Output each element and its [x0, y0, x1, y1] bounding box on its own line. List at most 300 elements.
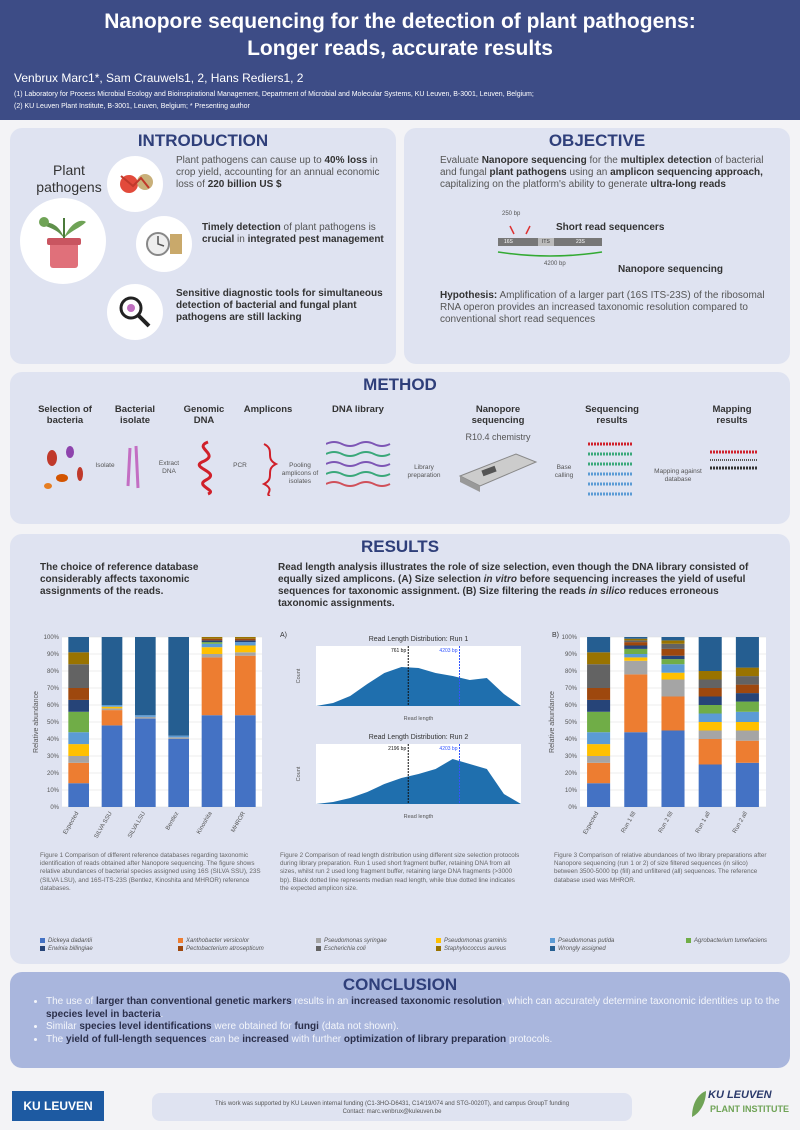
bar-segment: [235, 652, 256, 655]
category-label: MHROR: [230, 811, 248, 834]
bar-segment: [202, 642, 223, 644]
legend-item: [686, 938, 767, 944]
bar-segment: [736, 731, 759, 741]
rh-a: Read length analysis illustrates the role of size selection, even though the DNA library consisted of equally sized amplicons. (A) Size selection: [278, 562, 749, 585]
bar-segment: [661, 659, 684, 664]
intro-item1-c: in crop yield, accounting for an annual economic loss of: [176, 155, 380, 190]
bar-segment: [587, 744, 610, 756]
bar-segment: [168, 736, 189, 738]
chart-title: Read Length Distribution: Run 2: [368, 734, 469, 741]
bar-segment: [235, 640, 256, 642]
dna-library-icon: [326, 438, 396, 496]
legend-label: Pectobacterium atrosepticum: [186, 946, 264, 953]
legend-swatch: [686, 938, 691, 943]
funding-box: [152, 1093, 632, 1121]
legend-swatch: [436, 938, 441, 943]
bar-segment: [624, 674, 647, 732]
obj-d: multiplex detection: [620, 155, 712, 166]
bar-segment: [68, 756, 89, 763]
expected-label: 4203 bp: [439, 648, 458, 654]
bar-segment: [168, 637, 189, 736]
sub-library-prep: Library preparation: [407, 464, 441, 479]
obj-g: using an: [569, 167, 608, 178]
title-line-1: Nanopore sequencing for the detection of plant pathogens:: [104, 10, 696, 33]
legend-item: [550, 946, 606, 952]
rh-e: reduces erroneous taxonomic assignments.: [278, 586, 719, 609]
category-label: Kinoshita: [196, 811, 214, 836]
bar-segment: [587, 700, 610, 712]
obj-b: Nanopore sequencing: [481, 155, 587, 166]
bar-segment: [235, 656, 256, 716]
hyp-label: Hypothesis:: [440, 290, 498, 301]
category-label: SILVA SSU: [93, 811, 114, 840]
intro-item-2: [202, 222, 384, 246]
bar-segment: [587, 763, 610, 783]
affiliation-2: (2) KU Leuven Plant Institute, B-3001, Leuven, Belgium; * Presenting author: [14, 103, 250, 110]
y-tick-label: 30%: [564, 754, 577, 760]
category-label: Bentlez: [165, 811, 181, 832]
leaf-logo-icon: [688, 1089, 708, 1119]
legend-label: Dickeya dadantii: [48, 938, 93, 945]
y-tick-label: 20%: [564, 771, 577, 777]
c1b: larger than conventional genetic markers: [96, 996, 292, 1007]
bar-segment: [624, 646, 647, 649]
fig3-label-b: B): [552, 632, 559, 639]
bar-segment: [736, 702, 759, 712]
intro-item1-a: Plant pathogens can cause up to: [176, 155, 322, 166]
legend-label: Wrongly assigned: [558, 946, 606, 953]
category-label: Run 1 fill: [620, 811, 638, 835]
legend-item: [436, 946, 506, 952]
contact-text: Contact: marc.venbrux@kuleuven.be: [342, 1109, 442, 1115]
obj-i: capitalizing on the platform's ability to generate: [440, 179, 648, 190]
bar-segment: [661, 640, 684, 643]
legend-swatch: [40, 938, 45, 943]
method-panel: [10, 372, 790, 524]
step-amplicons: Amplicons: [243, 404, 293, 415]
c1a: The use of: [46, 996, 94, 1007]
bar-segment: [68, 732, 89, 744]
bar-segment: [587, 783, 610, 807]
bar-segment: [587, 688, 610, 700]
bar-segment: [624, 732, 647, 807]
y-tick-label: 50%: [564, 720, 577, 726]
y-tick-label: 70%: [564, 686, 577, 692]
bar-segment: [135, 715, 156, 717]
bar-segment: [235, 642, 256, 645]
c2b: species level identifications: [79, 1021, 212, 1032]
bacteria-icon: [40, 440, 90, 496]
bar-segment: [661, 673, 684, 680]
bar-segment: [661, 664, 684, 673]
obj-a: Evaluate: [440, 155, 479, 166]
bar-segment: [661, 656, 684, 659]
bar-segment: [699, 697, 722, 706]
legend-item: [550, 938, 614, 944]
bar-segment: [661, 644, 684, 649]
bar-segment: [202, 654, 223, 657]
legend-item: [316, 946, 366, 952]
bar-segment: [102, 725, 123, 807]
legend-item: [178, 946, 264, 952]
sub-extract-dna: Extract DNA: [158, 460, 180, 475]
intro-item2-d: in: [237, 234, 245, 245]
legend-swatch: [436, 946, 441, 951]
bar-segment: [68, 700, 89, 712]
bar-segment: [624, 654, 647, 657]
genomic-dna-icon: [192, 438, 224, 496]
x-axis-label: Read length: [403, 814, 434, 820]
bar-segment: [202, 657, 223, 715]
bar-segment: [736, 637, 759, 668]
plant-institute-logo-1: KU LEUVEN: [708, 1089, 772, 1101]
legend-swatch: [40, 946, 45, 951]
hyp-body: Amplification of a larger part (16S ITS-23S) of the ribosomal RNA operon provides an increased taxonomic resolution compared to conventional short read sequences: [440, 290, 765, 325]
legend-label: Erwinia billingiae: [48, 946, 93, 953]
bar-segment: [736, 668, 759, 677]
c1f: species level in bacteria: [46, 1008, 161, 1020]
sub-pooling: Pooling amplicons of isolates: [281, 462, 319, 485]
expected-label: 4203 bp: [439, 746, 458, 752]
sub-base-calling: Base calling: [554, 464, 574, 479]
y-axis-label: Count: [296, 766, 302, 782]
bar-segment: [135, 719, 156, 807]
obj-c: for the: [589, 155, 618, 166]
c3b: yield of full-length sequences: [66, 1033, 207, 1045]
legend-swatch: [316, 938, 321, 943]
hypothesis-text: [440, 290, 770, 326]
affiliation-1: (1) Laboratory for Process Microbial Ecology and Bioinspirational Management, Department of Microbial and Molecular Systems, KU Leuven, B-3001, Leuven, Belgium;: [14, 91, 534, 98]
poster-title: [0, 8, 800, 62]
bar-segment: [699, 714, 722, 723]
legend-label: Pseudomonas putida: [558, 938, 615, 945]
bar-segment: [699, 722, 722, 731]
plant-pathogens-label: Plant pathogens: [36, 162, 102, 195]
footer: [0, 1075, 800, 1130]
category-label: Run 1 all: [694, 811, 712, 835]
obj-h: amplicon sequencing approach,: [610, 167, 763, 178]
bar-segment: [624, 642, 647, 645]
rh-b: in vitro: [483, 574, 517, 585]
objective-title: OBJECTIVE: [548, 131, 646, 150]
obj-f: plant pathogens: [489, 167, 567, 178]
bp-long-label: 4200 bp: [544, 261, 566, 267]
y-tick-label: 30%: [46, 754, 59, 760]
bar-segment: [202, 644, 223, 647]
bar-segment: [699, 680, 722, 689]
sub-mapping: Mapping against database: [654, 468, 702, 483]
mapping-icon: [708, 446, 768, 476]
y-tick-label: 90%: [564, 652, 577, 658]
short-read-label: Short read sequencers: [556, 222, 665, 233]
introduction-title: INTRODUCTION: [137, 131, 269, 150]
intro-item2-a: Timely detection: [202, 222, 281, 233]
bar-segment: [699, 765, 722, 808]
y-tick-label: 50%: [46, 720, 59, 726]
conclusion-title: CONCLUSION: [342, 975, 458, 994]
c2c: were obtained for: [214, 1021, 292, 1032]
bar-segment: [661, 649, 684, 656]
obj-e: of bacterial and fungal: [440, 155, 764, 178]
legend-label: Pseudomonas syringae: [324, 938, 387, 945]
y-tick-label: 10%: [564, 788, 577, 794]
y-tick-label: 40%: [564, 737, 577, 743]
y-tick-label: 10%: [46, 788, 59, 794]
conclusion-bullet-3: [46, 1034, 786, 1047]
legend-item: [40, 946, 93, 952]
bar-segment: [624, 640, 647, 642]
bar-segment: [102, 705, 123, 707]
sub-isolate: Isolate: [95, 462, 115, 469]
y-axis-label: Relative abundance: [33, 691, 40, 753]
step-mapping-results: Mapping results: [712, 404, 752, 426]
short-read-primers: [510, 226, 530, 234]
intro-item1-d: 220 billion US $: [207, 179, 282, 190]
chart-title: Read Length Distribution: Run 1: [368, 636, 469, 643]
method-title: METHOD: [363, 375, 437, 394]
y-tick-label: 60%: [46, 703, 59, 709]
bar-segment: [699, 731, 722, 740]
sub-pcr: PCR: [233, 462, 247, 469]
c3g: protocols.: [508, 1033, 553, 1045]
bar-segment: [624, 657, 647, 660]
median-label: 761 bp: [390, 648, 407, 654]
diagnostic-illustration: [107, 284, 163, 340]
legend-item: [178, 938, 249, 944]
figure-2-run1-chart: [286, 632, 536, 727]
bar-segment: [624, 661, 647, 675]
category-label: Expected: [582, 811, 601, 836]
ku-leuven-logo: KU LEUVEN: [12, 1091, 104, 1121]
title-line-2: Longer reads, accurate results: [247, 37, 553, 60]
y-tick-label: 40%: [46, 737, 59, 743]
seg-23s: 23S: [576, 239, 585, 245]
bar-segment: [587, 652, 610, 664]
step-dna-library: DNA library: [332, 404, 384, 415]
conclusion-panel: [10, 972, 790, 1068]
plant-illustration: [20, 198, 106, 284]
c2e: (data not shown).: [321, 1021, 399, 1032]
step-bacterial-isolate: Bacterial isolate: [114, 404, 156, 426]
introduction-panel: [10, 128, 396, 364]
legend-swatch: [550, 938, 555, 943]
bar-segment: [699, 688, 722, 697]
c3c: can be: [209, 1033, 240, 1045]
authors: Venbrux Marc1*, Sam Crauwels1, 2, Hans Rediers1, 2: [14, 71, 304, 85]
category-label: Run 2 all: [732, 811, 750, 835]
bar-segment: [135, 637, 156, 715]
seg-16s: 16S: [504, 239, 513, 245]
legend-swatch: [178, 938, 183, 943]
results-title: RESULTS: [360, 537, 440, 556]
magnifier-icon: [107, 284, 163, 340]
bar-segment: [68, 763, 89, 783]
x-axis-label: Read length: [403, 716, 434, 722]
intro-item2-c: crucial: [202, 234, 235, 245]
bar-segment: [736, 693, 759, 702]
objective-panel: [404, 128, 790, 364]
step-selection-of-bacteria: Selection of bacteria: [38, 404, 92, 426]
bar-segment: [168, 737, 189, 739]
legend-item: [316, 938, 387, 944]
bar-segment: [736, 763, 759, 807]
figure-2-run2-chart: [286, 730, 536, 825]
y-axis-label: Relative abundance: [549, 691, 556, 753]
figure-1-caption: Figure 1 Comparison of different reference databases regarding taxonomic identification of reads obtained after Nanopore sequencing. The figure shows relative abundances of bacterial species assigned using 16S (SILVA SSU), 23S (SILVA LSU), and 16S-ITS-23S (Bentlez, Kinoshita and MHROR) reference databases.: [40, 852, 261, 892]
bar-segment: [699, 671, 722, 680]
y-tick-label: 100%: [561, 635, 577, 641]
bar-segment: [68, 744, 89, 756]
bp-short-label: 250 bp: [502, 211, 521, 217]
bar-segment: [587, 637, 610, 652]
y-tick-label: 60%: [564, 703, 577, 709]
bar-segment: [102, 710, 123, 725]
poster-header: [0, 0, 800, 120]
figure-2-caption: Figure 2 Comparison of read length distribution using different size selection protocols during library preparation. Run 1 used short fragment buffer, retaining DNA from all sizes, whilst run 2 used long fragment buffer, retaining large DNA fragments (>3000 bp). Black dotted line represents median read length, while blue dotted line indicates the expected amplicon size.: [280, 852, 520, 892]
chemistry-label: R10.4 chemistry: [465, 432, 531, 442]
bar-segment: [587, 756, 610, 763]
bar-segment: [202, 637, 223, 639]
step-nanopore-sequencing: Nanopore sequencing: [471, 404, 525, 426]
bar-segment: [235, 639, 256, 641]
fig2-label-a: A): [280, 632, 287, 639]
results-left-heading: The choice of reference database considerably affects taxonomic assignments of the reads.: [40, 562, 199, 597]
legend-swatch: [316, 946, 321, 951]
legend-swatch: [178, 946, 183, 951]
intro-item-3: Sensitive diagnostic tools for simultaneous detection of bacterial and fungal plant pathogens are still lacking: [176, 288, 383, 323]
bar-segment: [587, 732, 610, 744]
results-right-heading: [278, 562, 770, 610]
minion-device-icon: [456, 446, 540, 496]
bar-segment: [202, 715, 223, 807]
rh-d: in silico: [588, 586, 626, 597]
bar-segment: [68, 652, 89, 664]
bar-segment: [661, 637, 684, 640]
legend-item: [436, 938, 507, 944]
c1d: increased taxonomic resolution: [351, 996, 502, 1007]
rh-c: before sequencing increases the yield of useful sequences for taxonomic assignment. (B) Size filtering the reads: [278, 574, 746, 597]
clock-icon: [136, 216, 192, 272]
seg-its: ITS: [542, 239, 550, 245]
y-tick-label: 70%: [46, 686, 59, 692]
bar-segment: [736, 741, 759, 763]
conclusion-list: [32, 996, 786, 1046]
sequencing-reads-icon: [586, 440, 646, 500]
bar-segment: [102, 708, 123, 710]
y-tick-label: 0%: [568, 805, 577, 811]
y-tick-label: 90%: [46, 652, 59, 658]
legend-label: Staphylococcus aureus: [444, 946, 507, 953]
c1e: , which can accurately determine taxonomic identities up to the: [501, 996, 780, 1007]
intro-item2-b: of plant pathogens is: [283, 222, 376, 233]
bar-segment: [699, 705, 722, 714]
c3f: optimization of library preparation: [343, 1033, 507, 1045]
conclusion-bullet-1: • The use of larger than conventional genetic markers results in an increased taxonomic resolution, which can accurately determine taxonomic identities up to the species level in bacteria.: [46, 996, 786, 1021]
bar-segment: [624, 637, 647, 639]
nanopore-label: Nanopore sequencing: [618, 264, 724, 275]
bar-segment: [661, 731, 684, 808]
objective-text: [440, 155, 770, 191]
bar-segment: [661, 697, 684, 731]
figure-3-caption: Figure 3 Comparison of relative abundances of two library preparations after Nanopore sequencing (run 1 or 2) of size filtered sequences (in silico) between 3500-5000 bp (fill) and unfiltered (all) sequences. The reference database used was MHROR.: [554, 852, 767, 884]
bar-segment: [587, 712, 610, 732]
bar-segment: [102, 637, 123, 705]
bar-segment: [736, 685, 759, 694]
conclusion-bullet-2: [46, 1021, 786, 1034]
y-tick-label: 0%: [50, 805, 59, 811]
legend-label: Agrobacterium tumefaciens: [694, 938, 768, 945]
bar-segment: [68, 688, 89, 700]
c3a: The: [46, 1033, 64, 1045]
bar-segment: [624, 639, 647, 641]
legend-swatch: [550, 946, 555, 951]
bar-segment: [624, 649, 647, 654]
c2d: fungi: [294, 1021, 319, 1032]
bar-segment: [135, 717, 156, 719]
category-label: SILVA LSU: [127, 811, 148, 840]
c3e: with further: [291, 1033, 342, 1045]
legend-label: Escherichia coli: [324, 946, 366, 953]
bar-segment: [102, 707, 123, 709]
legend-label: Pseudomonas graminis: [444, 938, 507, 945]
category-label: Run 2 fill: [657, 811, 675, 835]
bar-segment: [699, 739, 722, 765]
intro-item2-e: integrated pest management: [247, 234, 384, 245]
crop-loss-illustration: [107, 156, 163, 212]
bar-segment: [68, 637, 89, 652]
intro-item-1: [176, 155, 384, 191]
bar-segment: [235, 646, 256, 653]
legend-label: Xanthobacter versicolor: [186, 938, 250, 945]
figure-1-chart: [30, 629, 270, 844]
obj-j: ultra-long reads: [650, 179, 726, 190]
bar-segment: [202, 640, 223, 642]
category-label: Expected: [62, 811, 81, 836]
c2a: Similar: [46, 1021, 77, 1032]
bar-segment: [68, 712, 89, 732]
bar-segment: [736, 722, 759, 731]
y-axis-label: Count: [296, 668, 302, 684]
bar-segment: [699, 637, 722, 671]
c1c: results in an: [294, 996, 349, 1007]
bar-segment: [235, 715, 256, 807]
median-label: 2196 bp: [388, 746, 407, 752]
long-read-arc: [498, 252, 602, 256]
bar-segment: [235, 637, 256, 639]
legend-item: [40, 938, 92, 944]
crop-loss-icon: [107, 156, 163, 212]
bar-segment: [587, 664, 610, 688]
bar-segment: [68, 664, 89, 688]
potted-plant-icon: [20, 198, 106, 284]
timely-detection-illustration: [136, 216, 192, 272]
intro-item1-b: 40% loss: [324, 155, 368, 166]
y-tick-label: 20%: [46, 771, 59, 777]
y-tick-label: 100%: [43, 635, 59, 641]
bar-segment: [168, 739, 189, 807]
c3d: increased: [242, 1033, 289, 1045]
step-genomic-dna: Genomic DNA: [183, 404, 225, 426]
plant-institute-logo-2: PLANT INSTITUTE: [710, 1104, 789, 1114]
step-sequencing-results: Sequencing results: [585, 404, 639, 426]
results-panel: [10, 534, 790, 964]
bar-segment: [661, 680, 684, 697]
bar-segment: [736, 712, 759, 722]
bar-segment: [68, 783, 89, 807]
bar-segment: [736, 676, 759, 685]
bar-segment: [202, 639, 223, 641]
figure-3-chart: [546, 629, 776, 844]
